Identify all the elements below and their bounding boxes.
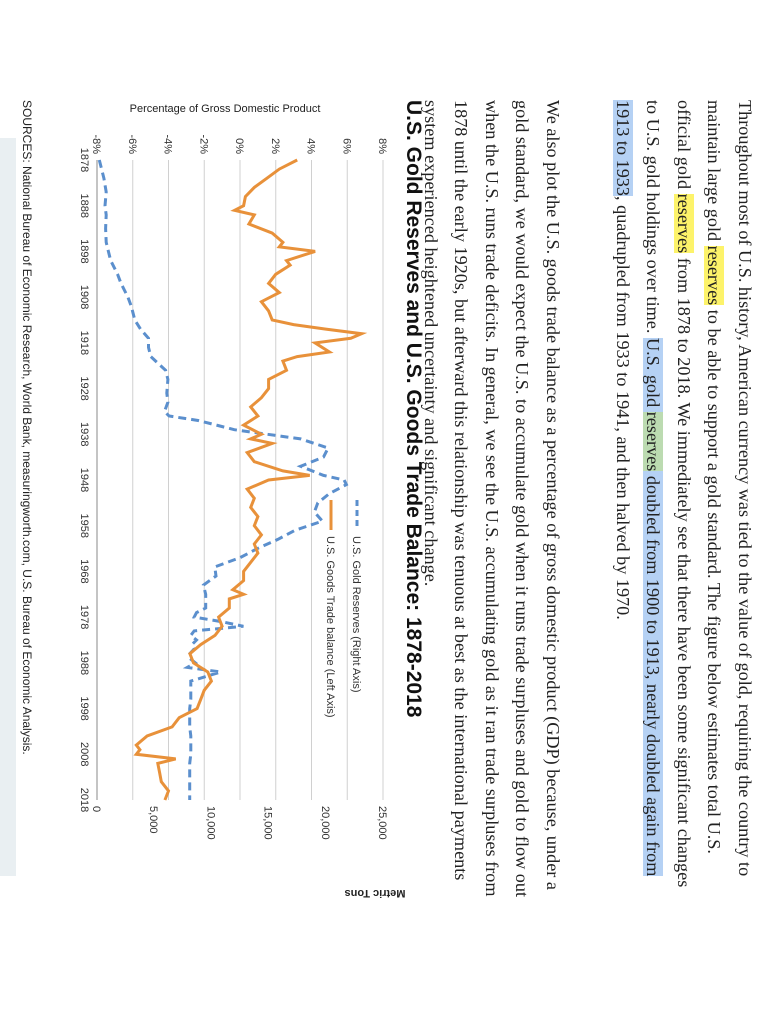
y-right-tick-label: 15,000 [261,806,274,840]
y-left-tick-label: -4% [161,134,174,154]
legend-label-trade: U.S. Goods Trade balance (Left Axis) [324,536,336,718]
y-left-tick-label: 6% [340,138,353,154]
x-tick-label: 1918 [78,330,90,356]
p1-text-i: , quadrupled from 1933 to 1941, and then halved by 1970. [613,196,633,620]
x-tick-label: 1998 [78,696,90,721]
y-left-tick-label: 2% [268,138,281,154]
x-tick-label: 1968 [78,559,90,584]
y-left-tick-label: -6% [125,134,138,154]
p1-highlight-reserves-1: reserves [704,245,725,306]
x-tick-label: 2018 [78,787,90,813]
legend [324,500,362,718]
paragraph-1 [608,100,761,900]
p1-text-e: from 1878 to 2018. We immediately see that there have been some significant changes to U.S. gold holdings over time. [643,100,694,888]
x-tick-label: 1948 [78,467,90,493]
x-tick-label: 1898 [78,239,90,264]
y-axis-label-right: Metric Tons [344,887,405,899]
x-tick-label: 1938 [78,422,90,447]
y-left-tick-label: 8% [376,138,388,154]
y-left-tick-label: 0% [233,138,245,154]
y-right-tick-label: 5,000 [147,806,160,834]
y-left-tick-label: 4% [304,138,317,154]
p1-highlight-blue-1: U.S. gold [643,337,664,412]
y-left-tick-label: -8% [90,134,102,154]
p1-highlight-reserves-3: reserves [643,411,664,472]
x-tick-label: 1878 [78,147,90,173]
y-right-ticks [90,806,388,840]
x-tick-label: 1958 [78,513,90,538]
grid-lines [97,160,383,800]
y-left-tick-label: -2% [197,134,210,154]
chart-title: U.S. Gold Reserves and U.S. Goods Trade Balance: 1878-2018 [402,100,425,718]
p1-text-c: to be able to support a gold standard. The figure below estimates total U.S. official gold [674,100,725,854]
p1-highlight-blue-2: doubled from 1900 to 1913, nearly doubled again from 1913 to 1933 [613,100,664,877]
p1-text-a: Throughout most of U.S. history, American currency was tied to the value of gold, requiring the country to maintain large gold [704,100,755,877]
x-tick-label: 1978 [78,604,90,630]
chart [43,100,405,900]
y-right-tick-label: 10,000 [204,806,217,840]
y-right-tick-label: 0 [90,806,102,813]
source-note: SOURCES: National Bureau of Economic Research, World Bank, measuringworth.com, U.S. Bureau of Economic Analysis. [20,100,34,755]
x-tick-label: 1908 [78,284,90,310]
y-right-tick-label: 25,000 [376,806,388,840]
legend-label-reserves: U.S. Gold Reserves (Right Axis) [350,536,362,693]
series-gold-reserves-line [99,160,346,800]
x-tick-label: 1888 [78,193,90,218]
y-left-ticks [90,134,388,154]
y-axis-label-left: Percentage of Gross Domestic Product [129,103,321,115]
y-right-tick-label: 20,000 [318,806,331,840]
x-tick-label: 1928 [78,376,90,401]
x-tick-label: 2008 [78,742,90,767]
x-tick-label: 1988 [78,650,90,676]
paragraph-2: We also plot the U.S. goods trade balance as a percentage of gross domestic product (GDP) because, under a gold standard, we would expect the U.S. to accumulate gold when it runs trade surpluses and gold to flow out when the U.S. runs trade deficits. In general, we see the U.S. accumulating gold as it ran trade surpluses from 1878 until the early 1920s, but afterward this relationship was tenuous at best as the international payments system experienced heightened uncertainty and significant change. [421,100,563,898]
sidebar-strip [0,138,16,876]
x-ticks [78,148,97,812]
rotated-page [20,100,760,900]
p1-highlight-reserves-2: reserves [674,193,694,254]
